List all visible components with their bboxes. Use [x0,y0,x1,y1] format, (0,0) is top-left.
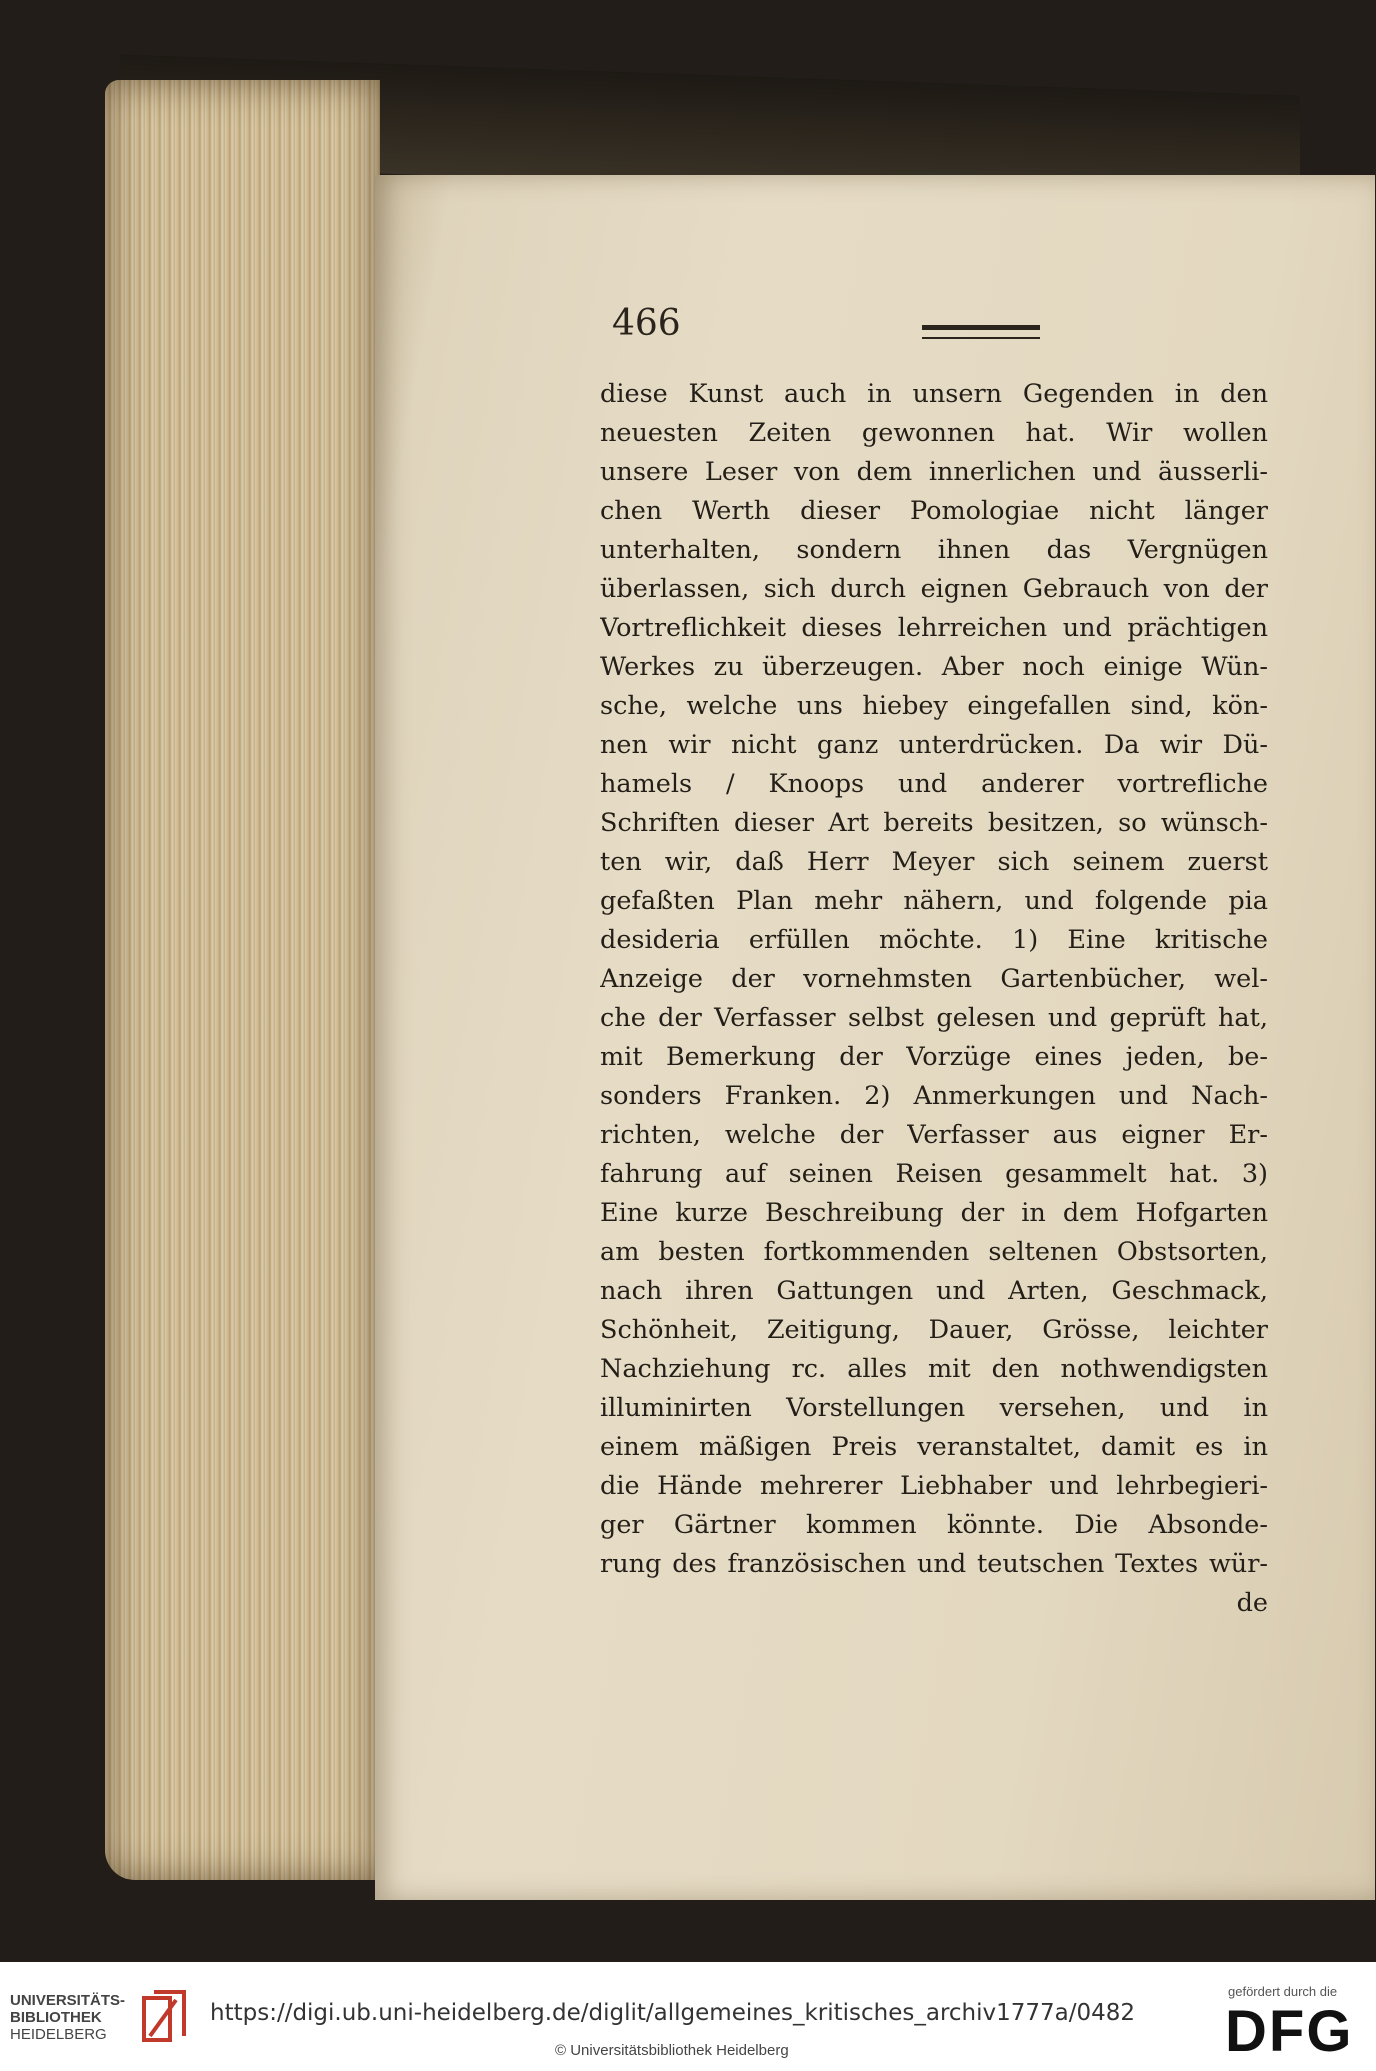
text-line: Nachziehung rc. alles mit den nothwendigsten [600,1354,1268,1384]
header-rule [922,325,1040,339]
copyright-notice: © Universitätsbibliothek Heidelberg [555,2042,789,2059]
text-line: überlassen, sich durch eignen Gebrauch von der [600,574,1268,604]
text-line: unterhalten, sondern ihnen das Vergnügen [600,535,1268,565]
page-header [612,303,1042,353]
text-line: diese Kunst auch in unsern Gegenden in den [600,379,1268,409]
text-line: Anzeige der vornehmsten Gartenbücher, wel- [600,964,1268,994]
text-line: Schriften dieser Art bereits besitzen, so wünsch- [600,808,1268,838]
text-line: Werkes zu überzeugen. Aber noch einige Wün- [600,652,1268,682]
text-line: unsere Leser von dem innerlichen und äusserli- [600,457,1268,487]
text-line: che der Verfasser selbst gelesen und geprüft hat, [600,1003,1268,1033]
text-line: Vortreflichkeit dieses lehrreichen und prächtigen [600,613,1268,643]
text-line: ten wir, daß Herr Meyer sich seinem zuerst [600,847,1268,877]
library-logo-text[interactable] [10,1992,125,2043]
footer-bar [0,1962,1376,2071]
text-line: sonders Franken. 2) Anmerkungen und Nach- [600,1081,1268,1111]
text-line: rung des französischen und teutschen Textes wür- [600,1549,1268,1579]
dfg-logo[interactable]: DFG [1225,1999,1354,2064]
text-line: mit Bemerkung der Vorzüge eines jeden, be- [600,1042,1268,1072]
text-line: neuesten Zeiten gewonnen hat. Wir wollen [600,418,1268,448]
text-line: nen wir nicht ganz unterdrücken. Da wir Dü- [600,730,1268,760]
text-line: illuminirten Vorstellungen versehen, und in [600,1393,1268,1423]
book-fore-edge [105,80,380,1880]
library-logo-icon[interactable] [140,1988,188,2046]
text-line: ger Gärtner kommen könnte. Die Absonde- [600,1510,1268,1540]
logo-line-2: BIBLIOTHEK [10,2009,102,2026]
text-line: gefaßten Plan mehr nähern, und folgende pia [600,886,1268,916]
text-line: de [1236,1588,1268,1618]
funded-by-label: gefördert durch die [1228,1984,1338,1999]
permalink-url[interactable]: https://digi.ub.uni-heidelberg.de/diglit/allgemeines_kritisches_archiv1777a/0482 [210,2000,1136,2026]
text-line: fahrung auf seinen Reisen gesammelt hat. 3) [600,1159,1268,1189]
text-line: sche, welche uns hiebey eingefallen sind, kön- [600,691,1268,721]
text-line: richten, welche der Verfasser aus eigner Er- [600,1120,1268,1150]
text-line: einem mäßigen Preis veranstaltet, damit es in [600,1432,1268,1462]
logo-line-1: UNIVERSITÄTS- [10,1992,126,2009]
text-line: desideria erfüllen möchte. 1) Eine kritische [600,925,1268,955]
text-line: Eine kurze Beschreibung der in dem Hofgarten [600,1198,1268,1228]
logo-line-3: HEIDELBERG [10,2026,107,2043]
page-number: 466 [612,303,681,344]
text-line: nach ihren Gattungen und Arten, Geschmack, [600,1276,1268,1306]
text-line: am besten fortkommenden seltenen Obstsorten, [600,1237,1268,1267]
page-text [600,375,1268,1623]
text-line: die Hände mehrerer Liebhaber und lehrbegieri- [600,1471,1268,1501]
text-line: Schönheit, Zeitigung, Dauer, Grösse, leichter [600,1315,1268,1345]
text-line: chen Werth dieser Pomologiae nicht länger [600,496,1268,526]
text-line: hamels / Knoops und anderer vortrefliche [600,769,1268,799]
